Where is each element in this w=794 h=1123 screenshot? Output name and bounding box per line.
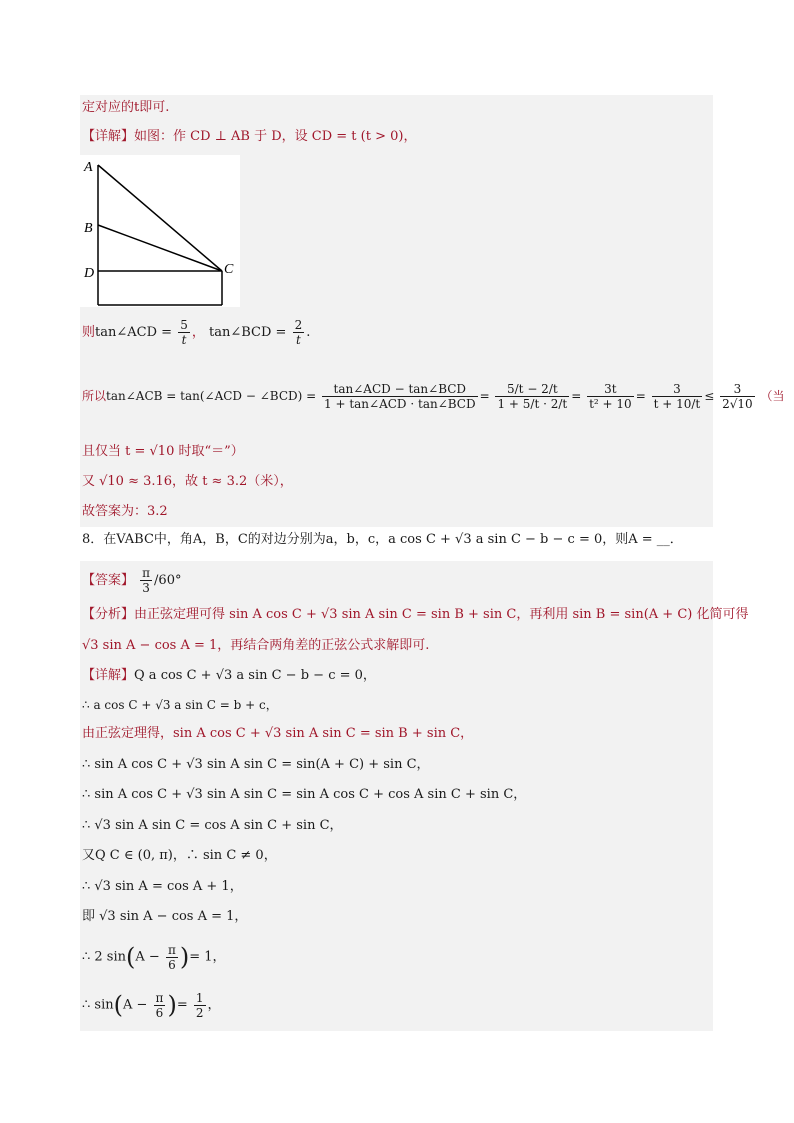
pi-over-6 (154, 991, 166, 1020)
frac-num: π (142, 566, 151, 580)
detail-tag-2: 【详解】 (82, 668, 135, 683)
q8-analysis-2: √3 sin A − cos A = 1，再结合两角差的正弦公式求解即可. (82, 638, 430, 653)
frac-den: 2 (195, 1005, 204, 1020)
label-B: B (84, 221, 93, 236)
label-A: A (84, 160, 93, 175)
frac-num: 1 (195, 990, 204, 1005)
frac-den: 6 (155, 1005, 164, 1020)
frac-den: 1 + 5/t · 2/t (497, 397, 568, 411)
tan-acd: tan∠ACD = (95, 325, 173, 340)
frac-den: t (295, 333, 301, 347)
step-2: ∴ a cos C + √3 a sin C = b + c， (82, 698, 278, 712)
step-11-in: A − (122, 997, 148, 1013)
frac-num: π (167, 942, 176, 957)
one-half (194, 991, 206, 1020)
prev-line-1: 定对应的t即可. (82, 100, 170, 115)
step-5: ∴ sin A cos C + √3 sin A sin C = sin A cos C + cos A sin C + sin C， (82, 787, 527, 802)
frac-den: t (181, 333, 187, 347)
detail-text: 如图：作 CD ⊥ AB 于 D，设 CD = t (t > 0)， (134, 129, 417, 144)
analysis-tag: 【分析】 (82, 607, 135, 622)
prev-line-4: 所以tan∠ACB = tan(∠ACD − ∠BCD) = $\frac{\text{tan∠ACD − tan∠BCD}}{\text{1 + tan∠ACD · tan∠BCD}}$ = $\frac{5/t - 2/t}{1 + 5/t \cdot 2/t}$ = $\frac{3t}{\text{t² + 10}}$ = $\frac{3}{t + 10/t}$ ≤ $\frac{3}{2√10}$ （当 (82, 382, 785, 411)
prev-line-6: 又 √10 ≈ 3.16，故 t ≈ 3.2（米）， (82, 474, 293, 489)
answer-tag: 【答案】 (82, 573, 135, 588)
le-sign: ≤ (704, 389, 715, 403)
step-11-eq: = (176, 997, 188, 1013)
step-10-pre: ∴ 2 sin (82, 949, 127, 965)
frac-den: t + 10/t (653, 397, 701, 411)
frac-den: 6 (168, 957, 176, 972)
prev-line-2 (82, 128, 416, 146)
frac-num: tan∠ACD − tan∠BCD (322, 382, 478, 397)
detail-tag: 【详解】 (82, 129, 135, 144)
step-9: 即 √3 sin A − cos A = 1， (82, 909, 248, 924)
left-paren: ( (126, 943, 136, 971)
step-10 (82, 937, 226, 978)
frac-2-t (293, 318, 305, 347)
answer-degrees: /60° (154, 573, 182, 588)
step-7: 又Q C ∈ (0, π)，∴ sin C ≠ 0， (82, 848, 277, 863)
frac-num: 3 (720, 382, 755, 397)
step-11-pre: ∴ sin (82, 997, 114, 1013)
right-paren: ) (179, 943, 190, 971)
so-text: 所以 (82, 389, 107, 403)
tan-acb-expr: tan∠ACB = tan(∠ACD − ∠BCD) = (106, 389, 317, 403)
frac-den: t² + 10 (589, 397, 632, 411)
label-C: C (224, 262, 234, 277)
pi-over-6 (166, 943, 178, 972)
left-paren: ( (113, 991, 123, 1019)
frac-den: 3 (142, 581, 150, 595)
frac-den: 1 + tan∠ACD · tan∠BCD (324, 397, 476, 411)
frac-4 (652, 382, 703, 411)
frac-5 (720, 382, 755, 411)
frac-num: 5 (180, 318, 188, 332)
q8-analysis-1 (82, 606, 748, 624)
frac-num: π (155, 990, 164, 1005)
when-text: （当 (760, 389, 785, 403)
q8-detail-1 (82, 667, 376, 685)
prev-line-5: 且仅当 t = √10 时取“＝”） (82, 444, 244, 459)
frac-5-t (178, 318, 190, 347)
prev-line-7: 故答案为：3.2 (82, 504, 168, 519)
step-1: Q a cos C + √3 a sin C − b − c = 0， (134, 668, 376, 683)
right-paren: ) (167, 991, 177, 1019)
frac-den: 2√10 (722, 397, 753, 411)
frac-num: 3 (652, 382, 703, 397)
label-D: D (84, 266, 95, 281)
tan-bcd: tan∠BCD = (208, 325, 287, 340)
q8-stem: 8．在VABC中，角A，B，C的对边分别为a，b，c，a cos C + √3 a sin C − b − c = 0，则A = __． (82, 532, 683, 547)
step-8: ∴ √3 sin A = cos A + 1， (82, 879, 243, 894)
frac-num: 2 (294, 318, 303, 332)
then-text: 则 (82, 325, 96, 340)
answer-frac (140, 566, 152, 595)
step-4: ∴ sin A cos C + √3 sin A sin C = sin(A + C) + sin C， (82, 757, 430, 772)
analysis-text-1: 由正弦定理可得 sin A cos C + √3 sin A sin C = sin B + sin C，再利用 sin B = sin(A + C) 化简可得 (134, 607, 749, 622)
step-10-post: = 1， (189, 949, 226, 965)
step-11 (82, 985, 221, 1026)
frac-3 (587, 382, 634, 411)
triangle-figure (80, 155, 240, 307)
step-10-in: A − (135, 949, 160, 965)
frac-num: 5/t − 2/t (495, 382, 569, 397)
step-6: ∴ √3 sin A sin C = cos A sin C + sin C， (82, 818, 343, 833)
step-11-post: ， (207, 997, 221, 1013)
prev-line-3: 则tan∠ACD = $\frac{5}{t}$ ， tan∠BCD = $\frac{2}{t}$ . (82, 318, 311, 347)
frac-2 (495, 382, 569, 411)
frac-1 (322, 382, 478, 411)
q8-answer (82, 564, 181, 598)
step-3: 由正弦定理得，sin A cos C + √3 sin A sin C = sin B + sin C， (82, 726, 474, 741)
frac-num: 3t (587, 382, 634, 397)
